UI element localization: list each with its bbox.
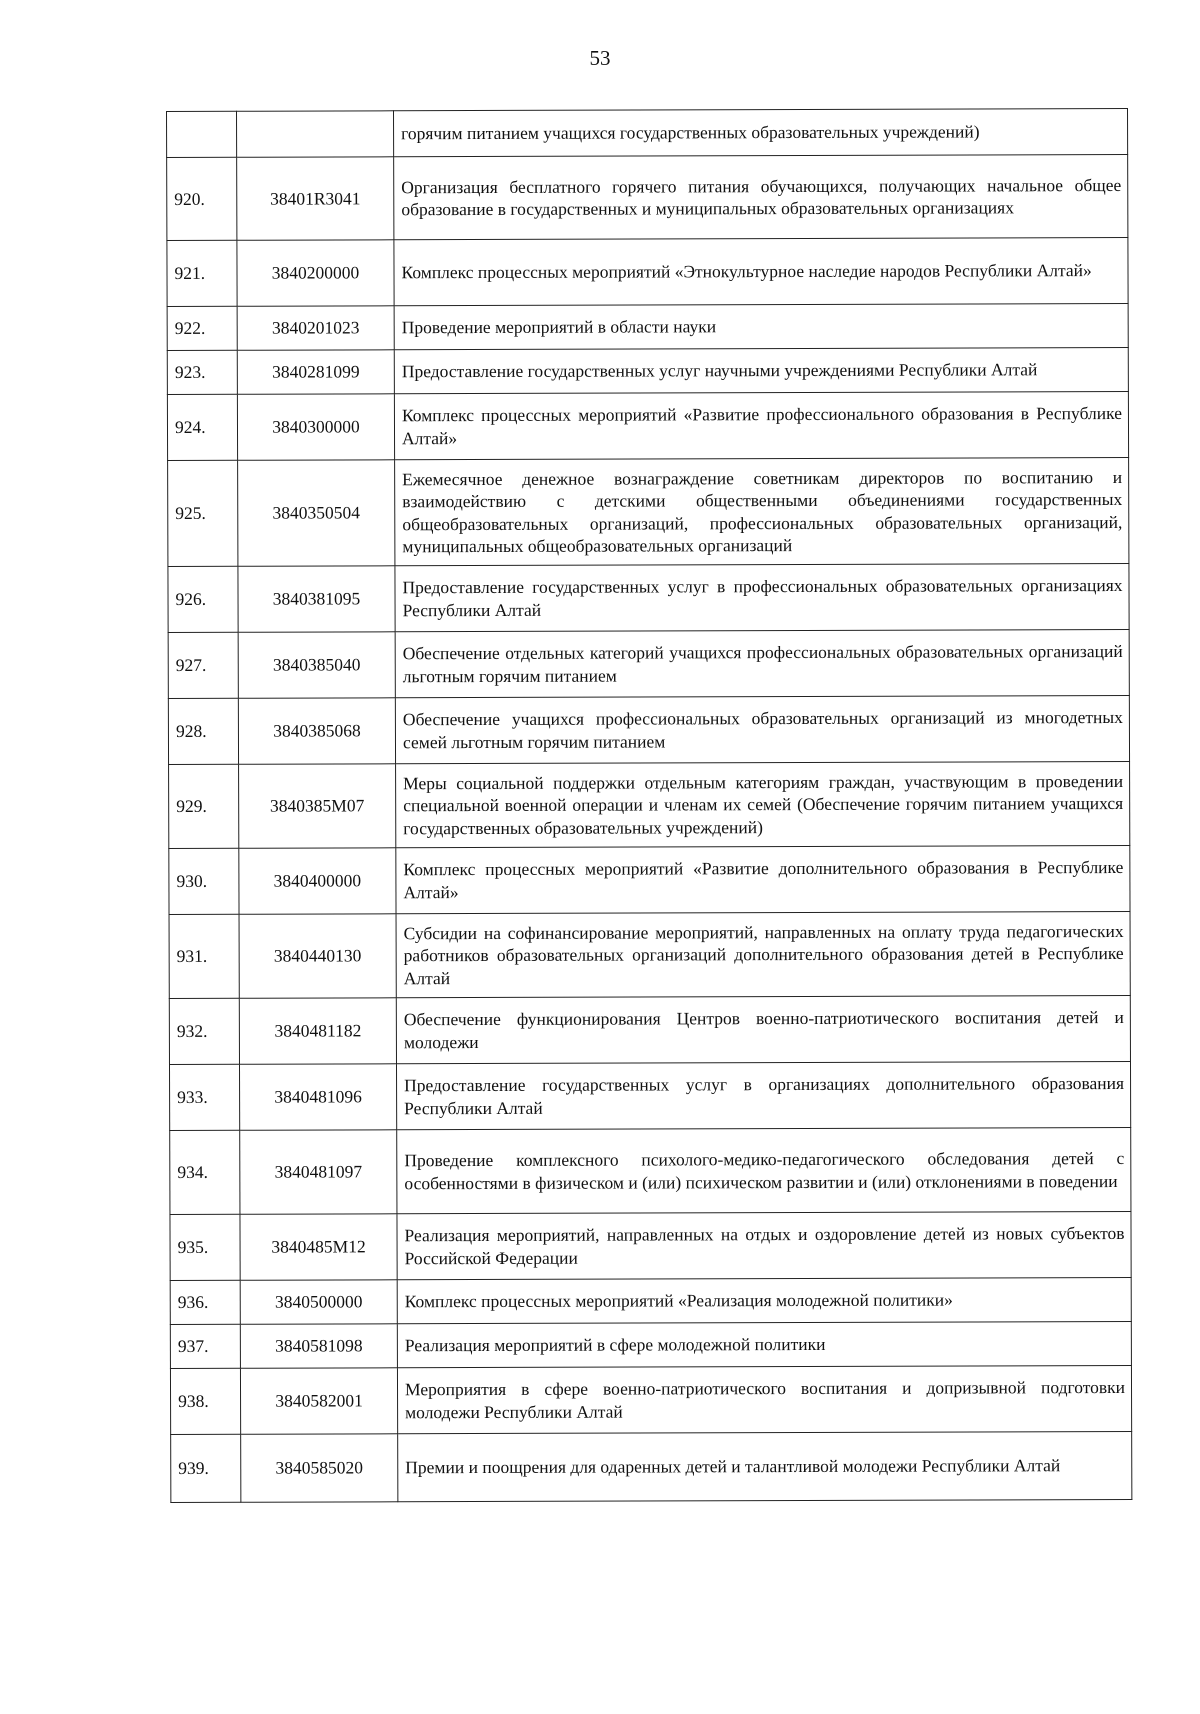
table-row [169,911,1130,998]
row-code: 3840385040 [238,632,395,698]
row-name: Организация бесплатного горячего питания обучающихся, получающих начальное общее образование в государственных и муниципальных образовательных организациях [394,154,1128,239]
row-code: 3840481182 [239,998,396,1064]
row-code: 3840500000 [240,1280,397,1324]
row-code: 3840400000 [239,848,396,914]
row-name: Комплекс процессных мероприятий «Этнокультурное наследие народов Республики Алтай» [394,237,1128,305]
table-row [170,1211,1131,1280]
row-code: 3840385068 [238,698,395,764]
row-code: 3840485M12 [240,1214,397,1280]
row-code: 3840385M07 [239,764,396,848]
table-row [169,995,1130,1064]
row-number: 925. [168,460,238,566]
row-code [237,111,394,157]
table-row [170,1127,1131,1214]
row-name: Предоставление государственных услуг в организациях дополнительного образования Республики Алтай [396,1061,1130,1129]
table-row [167,347,1128,394]
row-code: 3840582001 [240,1368,397,1434]
row-code: 3840381095 [238,566,395,632]
table-row [167,237,1128,306]
table-row [170,1365,1131,1434]
row-name: Меры социальной поддержки отдельным категориям граждан, участвующим в проведении специальной военной операции и членам их семей (Обеспечение горячим питанием учащихся государственных образовательных учреждений) [396,761,1130,847]
row-code: 3840481097 [240,1130,397,1214]
row-number: 931. [169,914,239,998]
row-number: 924. [167,394,237,460]
row-code: 3840350504 [238,460,395,566]
row-name: Обеспечение учащихся профессиональных образовательных организаций из многодетных семей льготным горячим питанием [395,695,1129,763]
table-row [169,1061,1130,1130]
row-number: 934. [170,1130,240,1214]
row-name: горячим питанием учащихся государственных образовательных учреждений) [394,108,1128,156]
table-row [167,108,1128,157]
row-name: Проведение комплексного психолого-медико-педагогического обследования детей с особенностями в физическом и (или) психическом развитии и (или) отклонениями в поведении [397,1127,1131,1213]
row-code: 3840440130 [239,914,396,998]
row-number: 937. [170,1324,240,1368]
row-name: Предоставление государственных услуг в профессиональных образовательных организациях Республики Алтай [395,563,1129,631]
row-number: 939. [171,1434,241,1502]
row-number: 935. [170,1214,240,1280]
budget-classification-table [166,108,1132,1503]
row-code: 3840281099 [237,350,394,394]
table-row [168,457,1129,566]
table-row [171,1431,1132,1502]
row-number: 923. [167,350,237,394]
row-number: 926. [168,566,238,632]
row-name: Реализация мероприятий в сфере молодежной политики [397,1321,1131,1367]
row-name: Проведение мероприятий в области науки [394,303,1128,349]
row-code: 38401R3041 [237,157,394,240]
table-row [170,1277,1131,1324]
row-code: 3840200000 [237,240,394,306]
row-number: 928. [168,698,238,764]
table-row [168,695,1129,764]
row-name: Обеспечение функционирования Центров военно-патриотического воспитания детей и молодежи [396,995,1130,1063]
table-row [170,1321,1131,1368]
row-name: Обеспечение отдельных категорий учащихся профессиональных образовательных организаций льготным горячим питанием [395,629,1129,697]
row-name: Комплекс процессных мероприятий «Развитие дополнительного образования в Республике Алтай» [396,845,1130,913]
row-number: 938. [170,1368,240,1434]
row-name: Субсидии на софинансирование мероприятий, направленных на оплату труда педагогических работников образовательных организаций дополнительного образования детей в Республике Алтай [396,911,1130,997]
table-row [169,845,1130,914]
row-number: 920. [167,157,237,240]
row-code: 3840481096 [239,1064,396,1130]
row-name: Комплекс процессных мероприятий «Реализация молодежной политики» [397,1277,1131,1323]
row-number: 930. [169,848,239,914]
row-number: 921. [167,240,237,306]
row-name: Ежемесячное денежное вознаграждение советникам директоров по воспитанию и взаимодействию с детскими общественными объединениями государственных общеобразовательных организаций, профессиональных образовательных организаций, муниципальных общеобразовательных организаций [395,457,1129,565]
table-row [168,563,1129,632]
table-row [167,303,1128,350]
row-name: Комплекс процессных мероприятий «Развитие профессионального образования в Республике Алтай» [394,391,1128,459]
table-row [169,761,1130,848]
row-number [167,111,237,157]
row-code: 3840201023 [237,306,394,350]
row-name: Премии и поощрения для одаренных детей и талантливой молодежи Республики Алтай [398,1431,1132,1501]
row-name: Предоставление государственных услуг научными учреждениями Республики Алтай [394,347,1128,393]
row-code: 3840585020 [241,1434,398,1502]
table-row [167,391,1128,460]
table-row [168,629,1129,698]
row-number: 932. [169,998,239,1064]
row-name: Реализация мероприятий, направленных на отдых и оздоровление детей из новых субъектов Российской Федерации [397,1211,1131,1279]
row-number: 929. [169,764,239,848]
table-row [167,154,1128,240]
row-code: 3840581098 [240,1324,397,1368]
row-number: 922. [167,306,237,350]
row-number: 927. [168,632,238,698]
row-number: 933. [169,1064,239,1130]
row-name: Мероприятия в сфере военно-патриотического воспитания и допризывной подготовки молодежи Республики Алтай [397,1365,1131,1433]
page-number: 53 [589,46,611,70]
row-number: 936. [170,1280,240,1324]
row-code: 3840300000 [237,394,394,460]
